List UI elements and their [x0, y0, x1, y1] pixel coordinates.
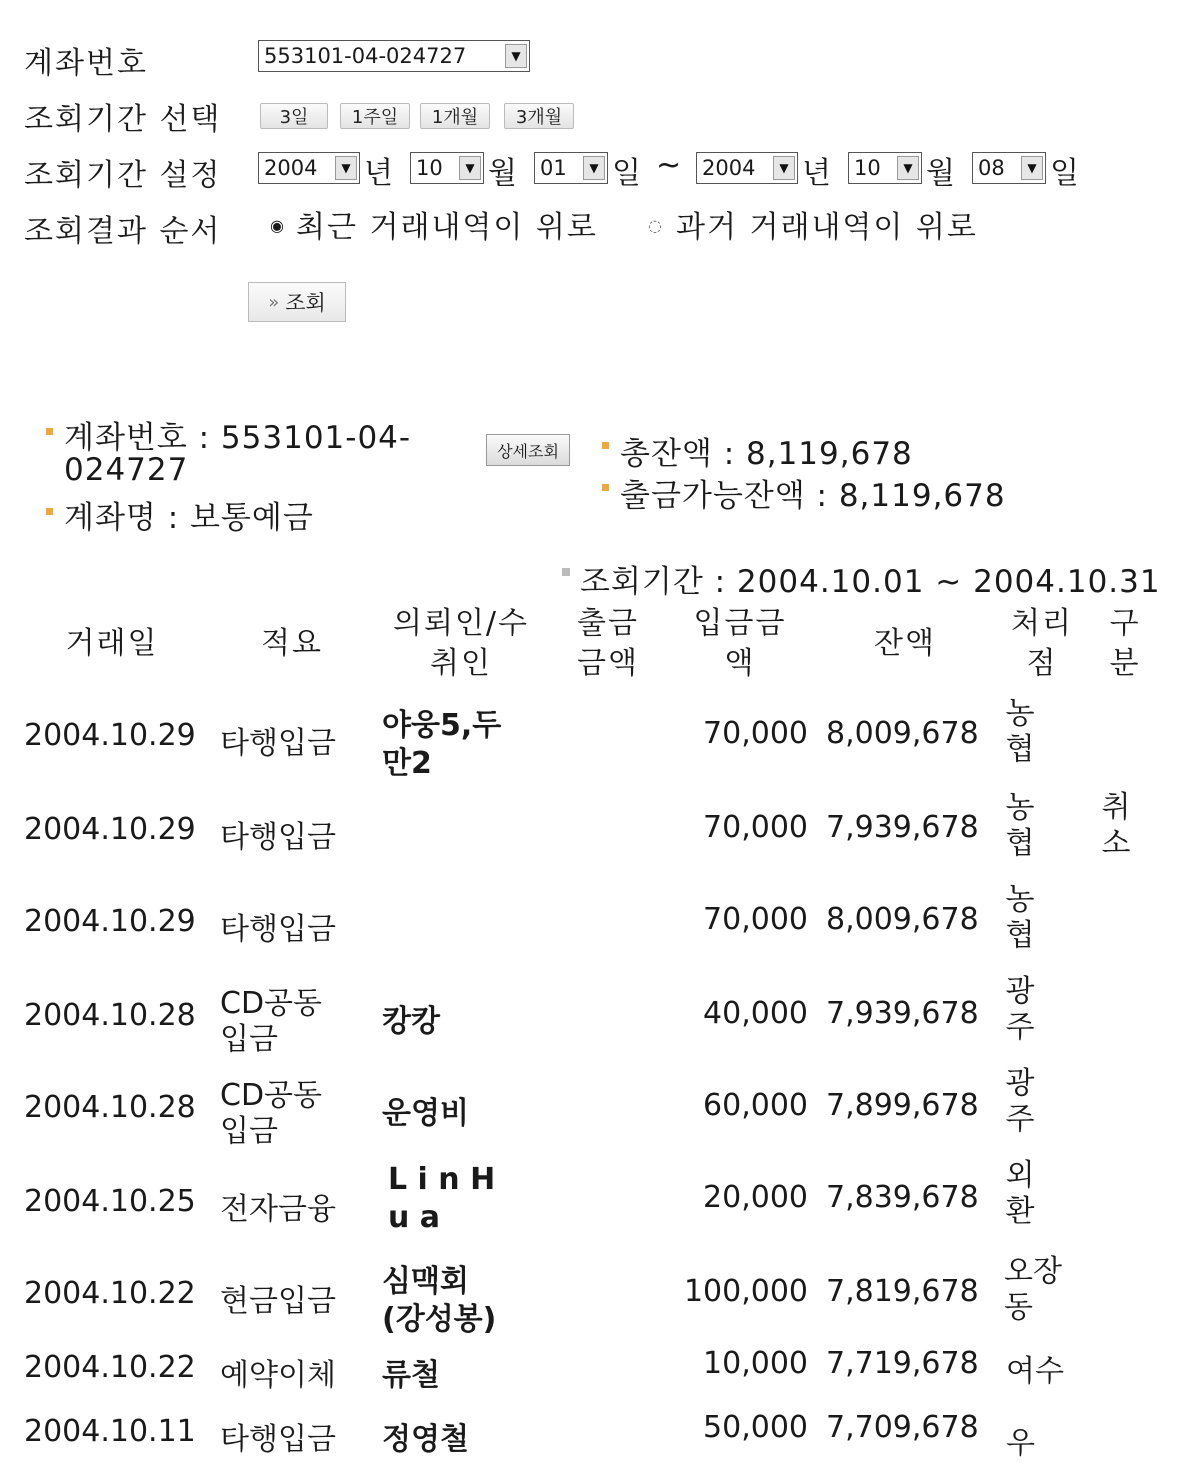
row5-branch: 광주 [1005, 1066, 1035, 1137]
row8-date: 2004.10.22 [24, 1350, 196, 1385]
order-past-label: 과거 거래내역이 위로 [676, 210, 978, 245]
to-month-value: 10 [854, 156, 881, 180]
account-select[interactable] [258, 40, 530, 72]
header-branch-line2: 점 [1026, 646, 1058, 681]
unit-year: 년 [364, 156, 393, 191]
row2-date: 2004.10.29 [24, 812, 196, 847]
header-type [1100, 604, 1150, 684]
chevron-down-icon: ▼ [773, 156, 795, 180]
from-day-select[interactable] [534, 152, 608, 184]
row8-deposit: 10,000 [703, 1346, 808, 1381]
chevron-down-icon: ▼ [1021, 156, 1043, 180]
header-branch-line1: 처리 [1011, 606, 1073, 641]
row9-party: 정영철 [382, 1422, 469, 1457]
header-summary: 적요 [261, 626, 323, 661]
row3-summary: 타행입금 [220, 912, 336, 947]
row7-summary: 현금입금 [220, 1284, 336, 1319]
period-1week-button[interactable]: 1주일 [340, 103, 410, 129]
bullet-icon [46, 508, 53, 515]
order-recent-label: 최근 거래내역이 위로 [296, 210, 598, 245]
header-deposit-line2: 액 [724, 646, 756, 681]
row5-balance: 7,899,678 [826, 1088, 979, 1123]
period-select-label: 조회기간 선택 [24, 102, 222, 137]
to-year-value: 2004 [702, 156, 756, 180]
period-3month-button[interactable]: 3개월 [504, 103, 574, 129]
to-year-select[interactable] [696, 152, 798, 184]
to-month-select[interactable] [848, 152, 922, 184]
header-party-line2: 취인 [430, 646, 492, 681]
unit-year: 년 [802, 156, 831, 191]
header-withdrawal-line1: 출금 [577, 606, 639, 641]
row9-branch: 우 [1006, 1426, 1035, 1461]
row4-branch: 광주 [1005, 974, 1035, 1045]
header-date: 거래일 [65, 626, 159, 661]
row9-summary: 타행입금 [220, 1422, 336, 1457]
unit-day: 일 [1050, 156, 1079, 191]
row3-balance: 8,009,678 [826, 902, 979, 937]
row6-deposit: 20,000 [703, 1180, 808, 1215]
period-set-label: 조회기간 설정 [24, 158, 222, 193]
from-month-select[interactable] [410, 152, 484, 184]
row7-branch: 오장동 [1004, 1254, 1062, 1325]
to-day-value: 08 [978, 156, 1005, 180]
row1-branch: 농협 [1005, 696, 1035, 767]
chevron-down-icon: ▼ [459, 156, 481, 180]
row2-summary: 타행입금 [220, 820, 336, 855]
row6-balance: 7,839,678 [826, 1180, 979, 1215]
order-label: 조회결과 순서 [24, 214, 222, 249]
row7-party-line1: 심맥회 [382, 1264, 469, 1299]
row2-type: 취소 [1101, 790, 1131, 861]
period-1month-button[interactable]: 1개월 [420, 103, 490, 129]
row5-party: 운영비 [382, 1096, 469, 1131]
row8-balance: 7,719,678 [826, 1346, 979, 1381]
summary-account-line2: 024727 [64, 452, 189, 488]
header-deposit [680, 604, 800, 684]
tilde-separator: ~ [656, 148, 682, 183]
bullet-icon [46, 428, 53, 435]
total-balance: 총잔액 : 8,119,678 [620, 436, 913, 472]
row4-date: 2004.10.28 [24, 998, 196, 1033]
row1-party-line2: 만2 [382, 746, 432, 781]
row2-branch: 농협 [1005, 790, 1035, 861]
header-balance: 잔액 [874, 626, 936, 661]
row6-party-line2: u a [388, 1200, 441, 1235]
row5-date: 2004.10.28 [24, 1090, 196, 1125]
row7-date: 2004.10.22 [24, 1276, 196, 1311]
row1-balance: 8,009,678 [826, 716, 979, 751]
header-type-line1: 구 [1109, 606, 1141, 641]
row5-deposit: 60,000 [703, 1088, 808, 1123]
unit-month: 월 [926, 156, 955, 191]
row8-party: 류철 [382, 1358, 440, 1393]
header-withdrawal [560, 604, 656, 684]
row4-summary-line1: CD공동 [220, 986, 323, 1021]
row2-deposit: 70,000 [703, 810, 808, 845]
row8-branch: 여수 [1006, 1354, 1064, 1389]
order-past-radio[interactable]: ◌ [648, 216, 662, 235]
available-balance: 출금가능잔액 : 8,119,678 [620, 478, 1006, 514]
chevron-down-icon: ▼ [583, 156, 605, 180]
row9-balance: 7,709,678 [826, 1410, 979, 1445]
chevron-down-icon: ▼ [897, 156, 919, 180]
row6-summary: 전자금융 [220, 1192, 336, 1227]
unit-month: 월 [488, 156, 517, 191]
unit-day: 일 [612, 156, 641, 191]
row3-branch: 농협 [1005, 882, 1035, 953]
period-3day-button[interactable]: 3일 [260, 103, 328, 129]
header-branch [1000, 604, 1084, 684]
double-chevron-icon: » [268, 291, 280, 313]
from-year-select[interactable] [258, 152, 360, 184]
row5-summary-line1: CD공동 [220, 1078, 323, 1113]
row4-deposit: 40,000 [703, 996, 808, 1031]
row2-balance: 7,939,678 [826, 810, 979, 845]
to-day-select[interactable] [972, 152, 1046, 184]
from-month-value: 10 [416, 156, 443, 180]
row3-date: 2004.10.29 [24, 904, 196, 939]
summary-account-line1: 계좌번호 : 553101-04- [64, 420, 412, 456]
account-select-value: 553101-04-024727 [264, 44, 467, 68]
header-party [376, 604, 546, 684]
row8-summary: 예약이체 [220, 1358, 336, 1393]
bullet-icon [602, 484, 609, 491]
row7-party-line2: (강성봉) [382, 1302, 497, 1337]
query-period: 조회기간 : 2004.10.01 ~ 2004.10.31 [580, 564, 1161, 600]
header-type-line2: 분 [1109, 646, 1141, 681]
account-label: 계좌번호 [24, 46, 148, 81]
period-bullet-icon [562, 568, 570, 576]
row4-summary-line2: 입금 [220, 1022, 278, 1057]
header-deposit-line1: 입금금 [693, 606, 787, 641]
order-recent-radio[interactable]: ◉ [270, 216, 284, 235]
row1-summary: 타행입금 [220, 726, 336, 761]
row6-branch: 외환 [1005, 1158, 1035, 1229]
row9-date: 2004.10.11 [24, 1414, 196, 1449]
row1-date: 2004.10.29 [24, 718, 196, 753]
search-button-label: 조회 [285, 291, 326, 315]
row6-date: 2004.10.25 [24, 1184, 196, 1219]
row7-deposit: 100,000 [683, 1274, 808, 1309]
chevron-down-icon: ▼ [335, 156, 357, 180]
bullet-icon [602, 442, 609, 449]
row4-party: 캉캉 [382, 1004, 440, 1039]
search-button[interactable] [248, 282, 346, 322]
header-withdrawal-line2: 금액 [577, 646, 639, 681]
summary-account-name: 계좌명 : 보통예금 [64, 500, 314, 536]
row9-deposit: 50,000 [703, 1410, 808, 1445]
from-year-value: 2004 [264, 156, 318, 180]
row3-deposit: 70,000 [703, 902, 808, 937]
row4-balance: 7,939,678 [826, 996, 979, 1031]
from-day-value: 01 [540, 156, 567, 180]
chevron-down-icon: ▼ [505, 44, 527, 68]
row1-deposit: 70,000 [703, 716, 808, 751]
detail-view-button[interactable]: 상세조회 [486, 434, 570, 466]
row1-party-line1: 야웅5,두 [382, 708, 502, 743]
row7-balance: 7,819,678 [826, 1274, 979, 1309]
row5-summary-line2: 입금 [220, 1114, 278, 1149]
row6-party-line1: L i n H [388, 1162, 496, 1197]
header-party-line1: 의뢰인/수 [392, 606, 530, 641]
